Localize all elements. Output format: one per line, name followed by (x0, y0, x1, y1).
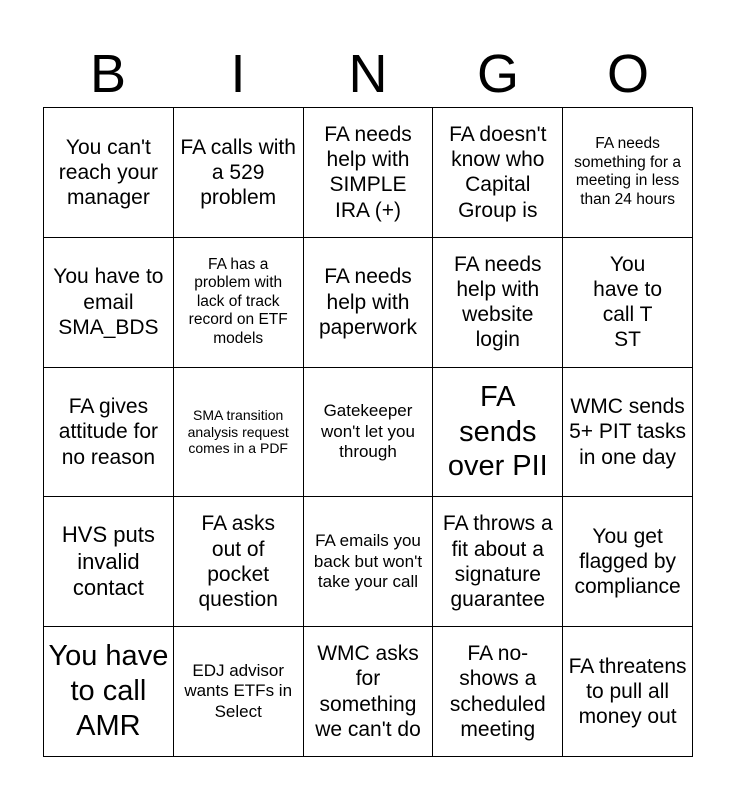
cell-text: FA needs help with website login (453, 252, 542, 352)
bingo-cell[interactable] (563, 627, 693, 757)
cell-text: SMA transition analysis request comes in a PDF (187, 406, 289, 457)
bingo-cell[interactable] (44, 627, 174, 757)
cell-text: You get flagged by compliance (574, 525, 681, 599)
cell-text: FA needs something for a meeting in less than 24 hours (574, 135, 682, 208)
bingo-cell[interactable] (174, 497, 304, 627)
cell-text: FA asks out of pocket question (198, 512, 278, 611)
cell-text: FA doesn't know who Capital Group is (449, 123, 547, 222)
bingo-cell[interactable] (44, 238, 174, 368)
bingo-cell[interactable] (174, 238, 304, 368)
bingo-cell[interactable] (433, 238, 563, 368)
cell-text: WMC asks for something we can't do (315, 642, 421, 741)
cell-text: You have to call T ST (593, 252, 663, 352)
bingo-cell[interactable] (44, 108, 174, 238)
bingo-cell[interactable] (304, 627, 434, 757)
bingo-cell[interactable] (304, 108, 434, 238)
cell-text: FA calls with a 529 problem (180, 135, 296, 209)
bingo-cell[interactable] (563, 238, 693, 368)
bingo-cell[interactable] (563, 368, 693, 498)
bingo-cell[interactable] (563, 497, 693, 627)
cell-text: HVS puts invalid contact (61, 522, 155, 600)
cell-text: You can't reach your manager (58, 135, 158, 209)
bingo-cell[interactable] (433, 368, 563, 498)
cell-text: FA has a problem with lack of track record on ETF models (188, 255, 288, 348)
cell-text: FA sends over PII (447, 380, 548, 483)
bingo-cell[interactable] (44, 368, 174, 498)
bingo-cell[interactable] (433, 627, 563, 757)
bingo-cell[interactable] (304, 238, 434, 368)
cell-text: FA throws a fit about a signature guarantee (442, 512, 553, 611)
cell-text: WMC sends 5+ PIT tasks in one day (569, 395, 687, 469)
cell-text: FA threatens to pull all money out (568, 654, 687, 729)
bingo-cell[interactable] (174, 627, 304, 757)
header-letter-g: G (476, 44, 519, 104)
header-letter-i: I (230, 44, 246, 104)
cell-text: You have to call AMR (48, 640, 169, 742)
bingo-cell[interactable] (433, 108, 563, 238)
cell-text: You have to email SMA_BDS (53, 265, 164, 339)
cell-text: FA no-shows a scheduled meeting (449, 642, 546, 741)
cell-text: FA emails you back but won't take your call (313, 531, 423, 591)
header-letter-n: N (348, 44, 388, 104)
cell-text: EDJ advisor wants ETFs in Select (184, 661, 293, 721)
bingo-cell[interactable] (433, 497, 563, 627)
cell-text: Gatekeeper won't let you through (321, 401, 415, 462)
header-letter-o: O (606, 44, 649, 104)
bingo-cell[interactable] (304, 497, 434, 627)
cell-text: FA gives attitude for no reason (58, 395, 158, 469)
cell-text: FA needs help with paperwork (318, 265, 418, 339)
bingo-cell[interactable] (304, 368, 434, 498)
bingo-cell[interactable] (174, 368, 304, 498)
bingo-cell[interactable] (174, 108, 304, 238)
bingo-header (43, 40, 693, 108)
bingo-card (43, 107, 693, 757)
bingo-cell[interactable] (44, 497, 174, 627)
bingo-cell[interactable] (563, 108, 693, 238)
cell-text: FA needs help with SIMPLE IRA (+) (324, 123, 412, 222)
header-letter-b: B (89, 44, 127, 104)
